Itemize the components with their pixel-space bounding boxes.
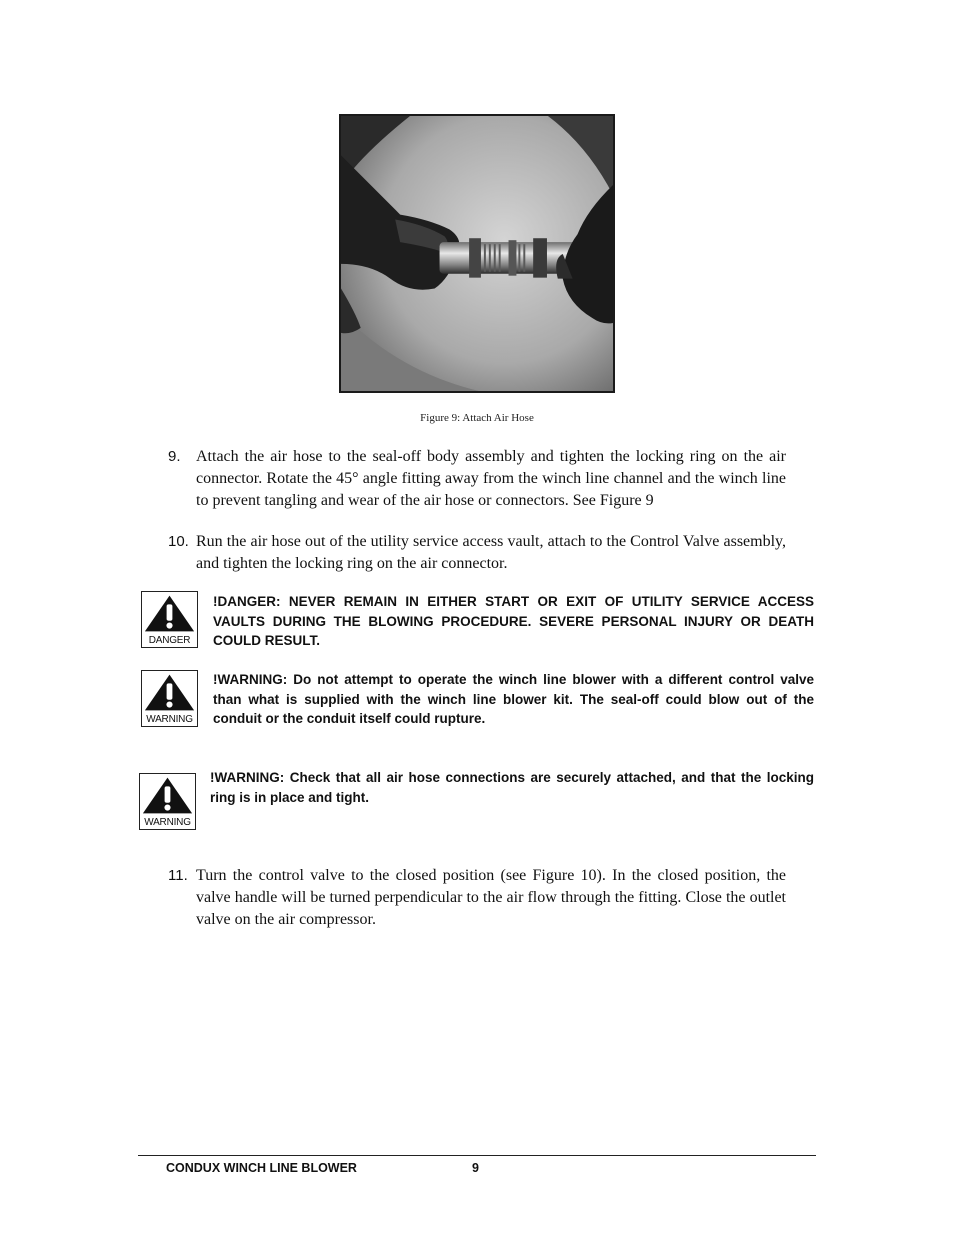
hazard-triangle-icon <box>140 774 195 816</box>
attach-air-hose-image <box>341 116 613 391</box>
hazard-triangle-icon <box>142 592 197 634</box>
sign-label: DANGER <box>148 635 191 646</box>
step-10 <box>168 531 786 575</box>
page-number: 9 <box>472 1161 479 1175</box>
warning-sign-icon <box>141 670 198 727</box>
warning-alert-text: !WARNING: Do not attempt to operate the winch line blower with a different control valve than what is supplied with the winch line blower kit. The seal-off could blow out of the conduit or the conduit itself could rupture. <box>213 672 814 726</box>
sign-label: WARNING <box>146 714 193 725</box>
step-text: Attach the air hose to the seal-off body assembly and tighten the locking ring on the air connector. Rotate the 45° angle fitting away from the winch line channel and the winch line to prevent tangling and wear of the air hose or connectors. See Figure 9 <box>196 448 786 509</box>
step-number: 10. <box>168 533 189 550</box>
warning-alert-text: !WARNING: Check that all air hose connections are securely attached, and that the locking ring is in place and tight. <box>210 770 814 805</box>
step-number: 11. <box>168 867 188 884</box>
footer-title: CONDUX WINCH LINE BLOWER <box>166 1161 357 1175</box>
step-11 <box>168 865 786 931</box>
figure-9-photo <box>339 114 615 393</box>
sign-label: WARNING <box>144 817 191 828</box>
warning-sign-icon <box>139 773 196 830</box>
figure-caption: Figure 9: Attach Air Hose <box>420 412 534 424</box>
step-text: Turn the control valve to the closed position (see Figure 10). In the closed position, the valve handle will be turned perpendicular to the air flow through the fitting. Close the outlet valve on the air compressor. <box>196 867 786 928</box>
danger-sign-icon <box>141 591 198 648</box>
step-9 <box>168 446 786 512</box>
step-text: Run the air hose out of the utility service access vault, attach to the Control Valve assembly, and tighten the locking ring on the air connector. <box>196 533 786 572</box>
danger-alert-text: !DANGER: NEVER REMAIN IN EITHER START OR EXIT OF UTILITY SERVICE ACCESS VAULTS DURING THE BLOWING PROCEDURE. SEVERE PERSONAL INJURY OR DEATH COULD RESULT. <box>213 594 814 648</box>
hazard-triangle-icon <box>142 671 197 713</box>
step-number: 9. <box>168 448 181 465</box>
footer-divider <box>138 1155 816 1156</box>
